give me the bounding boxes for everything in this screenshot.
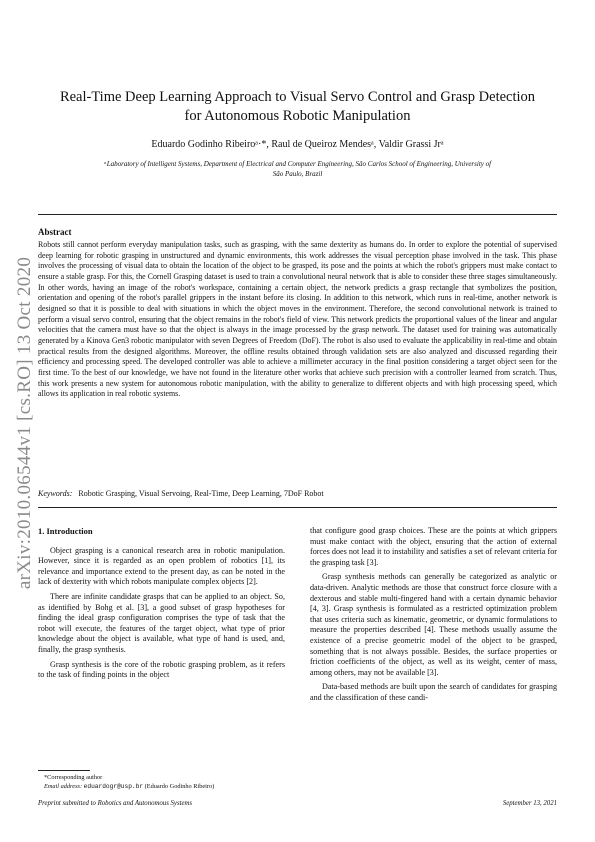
footer-date: September 13, 2021 [502, 800, 557, 807]
body-paragraph: that configure good grasp choices. These are the points at which grippers must make contact with the object, ensuring that the action of external forces does not lead it to instability and satisfies a set of relevant criteria for the grasping task [3]. [310, 526, 557, 567]
footnote-email-label: Email address: [44, 783, 83, 790]
section-heading-introduction: 1. Introduction [38, 526, 93, 536]
abstract-bottom-rule [38, 507, 557, 508]
footnote-rule [38, 770, 90, 771]
title-line-1: Real-Time Deep Learning Approach to Visual Servo Control and Grasp Detection [59, 89, 536, 105]
footnote-corresponding: *Corresponding author [44, 774, 103, 781]
right-column [310, 526, 557, 704]
left-column [38, 526, 285, 681]
footnote-email-line [38, 782, 298, 791]
footnote [38, 773, 298, 791]
keywords-label: Keywords: [38, 489, 73, 498]
keywords-text: Robotic Grasping, Visual Servoing, Real-Time, Deep Learning, 7DoF Robot [78, 489, 324, 498]
abstract-top-rule [38, 214, 557, 215]
footnote-email-name: (Eduardo Godinho Ribeiro) [144, 783, 215, 790]
arxiv-side-identifier [10, 255, 40, 590]
paper-title [38, 88, 557, 126]
affiliation-line-2: São Paulo, Brazil [272, 169, 323, 178]
footnote-email-address[interactable]: eduardogr@usp.br [83, 783, 144, 790]
affiliation [38, 160, 557, 179]
title-line-2: for Autonomous Robotic Manipulation [184, 108, 411, 124]
arxiv-id-text: arXiv:2010.06544v1 [cs.RO] 13 Oct 2020 [14, 256, 35, 589]
author-list: Eduardo Godinho Ribeiroᵃ·*, Raul de Queiroz Mendesᵃ, Valdir Grassi Jrᵃ [151, 139, 444, 150]
body-paragraph: Data-based methods are built upon the search of candidates for grasping and the classification of these candi- [310, 682, 557, 702]
abstract-heading: Abstract [38, 227, 72, 237]
body-paragraph: Grasp synthesis is the core of the robotic grasping problem, as it refers to the task of finding points in the object [38, 659, 285, 680]
body-paragraph: Grasp synthesis methods can generally be categorized as analytic or data-driven. Analytic methods are those that construct force closure with a dexterous and stable multi-fingered hand with a certain dynamic behavior [4, 3]. Grasp synthesis is formulated as a restricted optimization problem that uses criteria such as kinematic, geometric, or dynamic formulations to measure the properties described [4]. These methods usually assume the existence of a precise geometric model of the object to be grasped, something that is not always possible. Besides, the surface properties or friction coefficients of the object, as well as its weight, center of mass, among others, may not be available [3]. [310, 572, 557, 677]
body-paragraph: There are infinite candidate grasps that can be applied to an object. So, as identified by Bohg et al. [3], a good subset of grasp hypotheses for finding the ideal grasp configuration comprises the type of task that the robot will execute, the features of the target object, what type of prior knowledge about the object is available, what type of hand is used, and, finally, the grasp synthesis. [38, 591, 285, 654]
body-paragraph: Object grasping is a canonical research area in robotic manipulation. However, since it is regarded as an open problem of robotics [1], its relevance and importance extend to the present day, as can be noted in the lack of dexterity with which robots manipulate complex objects [2]. [38, 545, 285, 587]
affiliation-line-1: ᵃLaboratory of Intelligent Systems, Department of Electrical and Computer Engineering, São Carlos School of Engineering, University of [103, 160, 492, 168]
preprint-note: Preprint submitted to Robotics and Autonomous Systems [38, 800, 193, 807]
abstract-body: Robots still cannot perform everyday manipulation tasks, such as grasping, with the same dexterity as humans do. In order to explore the potential of supervised deep learning for robotic grasping in unstructured and dynamic environments, this work addresses the visual perception phase involved in the task. This phase involves the processing of visual data to obtain the location of the object to be grasped, its pose and the points at which the robot's grippers must make contact to ensure a stable grasp. For this, the Cornell Grasping dataset is used to train a convolutional neural network that is able to consider these three stages simultaneously. In other words, having an image of the robot's workspace, containing a certain object, the network predicts a grasp rectangle that symbolizes the position, orientation and opening of the robot's parallel grippers in the instant before its closing. In addition to this network, which runs in real-time, another network is designed so that it is possible to deal with situations in which the object moves in the environment. Therefore, the second convolutional network is trained to perform a visual servo control, ensuring that the object remains in the robot's field of view. This network predicts the proportional values of the linear and angular velocities that the camera must have so that the object is always in the image processed by the grasp network. The dataset used for training was automatically generated by a Kinova Gen3 robotic manipulator with seven Degrees of Freedom (DoF). The robot is also used to evaluate the applicability in real-time and obtain practical results from the designed algorithms. Moreover, the offline results obtained through validation sets are also analyzed and discussed regarding their efficiency and processing speed. The developed controller was able to achieve a millimeter accuracy in the final position considering a target object seen for the first time. To the best of our knowledge, we have not found in the literature other works that achieve such precision with a controller learned from scratch. Thus, this work presents a new system for autonomous robotic manipulation, with the ability to generalize to different objects and with high processing speed, which allows its application in real robotic systems. [38, 240, 557, 399]
keywords-line [38, 489, 557, 498]
